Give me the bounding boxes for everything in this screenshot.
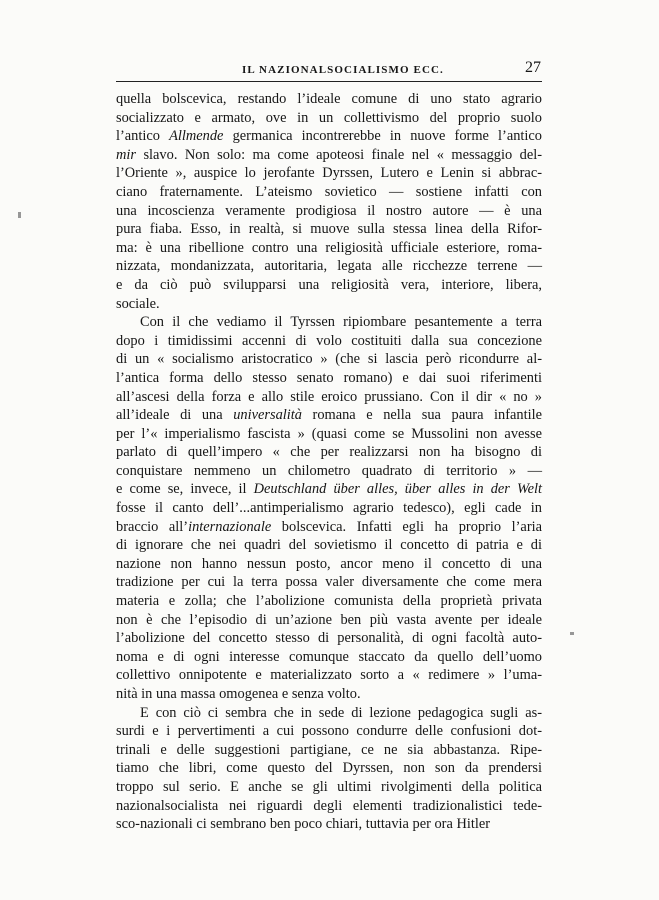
page-number: 27	[525, 59, 541, 76]
text-line: nità in una massa omogenea e senza volto.	[116, 686, 361, 702]
text-line: surdi e i pervertimenti a cui possono condurre delle confusioni dot-	[116, 723, 542, 740]
text-line: all’ideale di una universalità romana e nella sua paura infantile	[116, 407, 542, 424]
text-line: E con ciò ci sembra che in sede di lezione pedagogica sugli as-	[140, 704, 542, 721]
text-line: noma e di ogni interesse comunque staccato da quello dell’uomo	[116, 648, 542, 665]
text-line: e da ciò può svilupparsi una religiosità vera, interiore, libera,	[116, 276, 542, 293]
text-line: nazione non hanno nessun posto, ancor meno il concetto di una	[116, 555, 542, 572]
margin-mark	[18, 212, 21, 218]
text-line: tiamo che libri, come questo del Dyrssen, non son da prendersi	[116, 760, 542, 777]
text-line: non è che l’episodio di un’azione ben più vasta avente per ideale	[116, 611, 542, 628]
text-line: e come se, invece, il Deutschland über alles, über alles in der Welt	[116, 481, 543, 498]
text-line: collettivo onnipotente e materializzato sorto a « redimere » l’uma-	[116, 667, 542, 684]
text-line: l’antica forma dello stesso senato romano) e dai suoi riferimenti	[116, 369, 542, 386]
text-line: l’abolizione del concetto stesso di personalità, di ogni facoltà auto-	[116, 630, 542, 647]
text-line: una incoscienza veramente prodigiosa il nostro autore — è una	[116, 202, 542, 219]
text-line: tradizione per cui la terra possa valer diversamente che come mera	[116, 574, 542, 591]
text-line: braccio all’internazionale bolscevica. Infatti egli ha proprio l’aria	[116, 518, 542, 535]
text-line: pura fiaba. Esso, in realtà, si muove sulla stessa linea della Rifor-	[116, 221, 542, 238]
text-line: socializzato e armato, ove in un collettivismo del proprio suolo	[116, 109, 542, 126]
text-line: quella bolscevica, restando l’ideale comune di uno stato agrario	[116, 91, 542, 107]
text-line: mir slavo. Non solo: ma come apoteosi finale nel « messaggio del-	[116, 146, 542, 163]
text-line: per l’« imperialismo fascista » (quasi come se Mussolini non avesse	[116, 425, 542, 442]
text-line: troppo sul serio. E anche se gli ultimi rivolgimenti della politica	[116, 778, 542, 795]
text-line: sco-nazionali ci sembrano ben poco chiari, tuttavia per ora Hitler	[116, 816, 491, 833]
text-line: ma: è una ribellione contro una religiosità ufficiale esteriore, roma-	[116, 239, 542, 256]
page-header	[116, 59, 541, 82]
text-line: l’antico Allmende germanica incontrerebbe in nuove forme l’antico	[116, 128, 542, 145]
body-text	[116, 90, 542, 834]
text-line: parlato di quell’impero « che per realizzarsi non ha bisogno di	[116, 444, 542, 461]
header-rule	[116, 81, 542, 82]
text-line: Con il che vediamo il Tyrssen ripiombare pesantemente a terra	[140, 314, 542, 331]
text-line: nazionalsocialista nei riguardi degli elementi tradizionalistici tede-	[116, 797, 542, 814]
text-line: dopo i timidissimi accenni di volo costituiti dalla sua concezione	[116, 332, 542, 349]
text-line: di ignorare che nei quadri del sovietismo il concetto di patria e di	[116, 537, 542, 554]
text-line: conquistare nemmeno un chilometro quadrato di territorio » —	[116, 462, 542, 479]
text-line: trinali e delle suggestioni partigiane, ce ne sia abbastanza. Ripe-	[116, 741, 542, 758]
text-line: ciano fraternamente. L’ateismo sovietico — sostiene infatti con	[116, 183, 542, 200]
margin-mark	[570, 632, 574, 635]
text-line: materia e zolla; che l’abolizione comunista della proprietà privata	[116, 593, 542, 610]
text-line: all’ascesi della forza e allo stile eroico prussiano. Con il dir « no »	[116, 388, 542, 405]
text-line: sociale.	[116, 295, 160, 312]
text-line: di un « socialismo aristocratico » (che si lascia però ricondurre al-	[116, 351, 542, 368]
running-title: IL NAZIONALSOCIALISMO ECC.	[242, 64, 444, 76]
text-line: fosse il canto dell’...antimperialismo agrario tedesco), egli cade in	[116, 500, 542, 517]
text-line: l’Oriente », auspice lo jerofante Dyrssen, Lutero e Lenin si abbrac-	[116, 165, 542, 182]
text-line: nizzata, mondanizzata, autoritaria, legata alle ricchezze terrene —	[116, 258, 542, 275]
